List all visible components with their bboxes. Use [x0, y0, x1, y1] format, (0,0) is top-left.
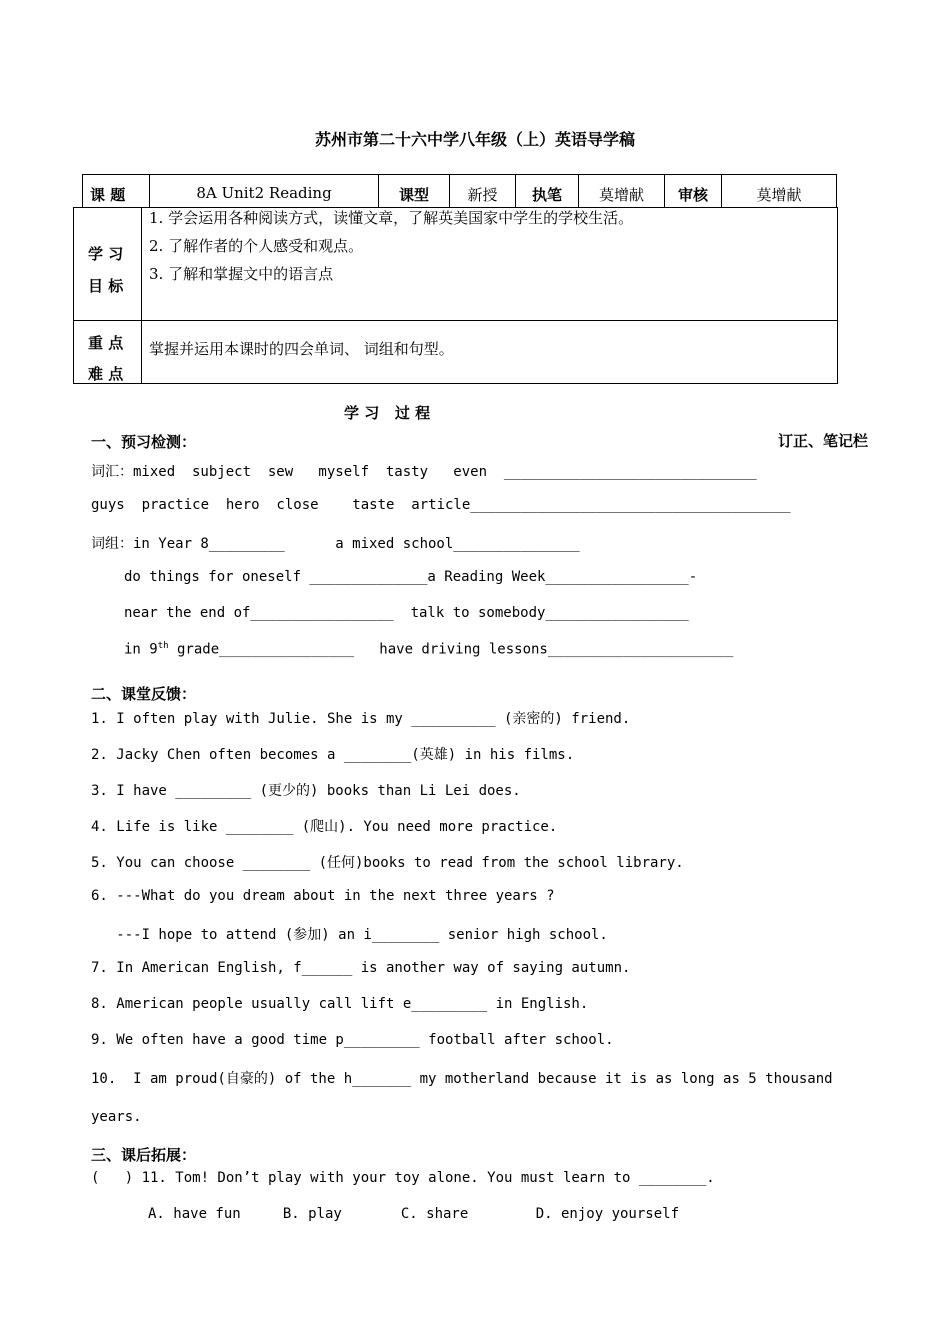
goals-label-2: 目 标: [88, 277, 124, 295]
goal-item-3: 3. 了解和掌握文中的语言点: [149, 265, 334, 283]
keypoints-label-2: 难 点: [88, 365, 124, 383]
exercise-item-3: 3. I have _________ (更少的) books than Li Lei does.: [91, 783, 521, 799]
exercise-item-2: 2. Jacky Chen often becomes a ________(英雄) in his films.: [91, 747, 575, 763]
ordinal-suffix: th: [157, 641, 169, 651]
goal-item-1: 1. 学会运用各种阅读方式，读懂文章，了解英美国家中学生的学校生活。: [149, 209, 634, 227]
shenhe-label: 审核: [677, 186, 708, 204]
exercise-item-10: 10. I am proud(自豪的) of the h_______ my motherland because it is as long as 5 thousand: [91, 1071, 833, 1087]
exercise-item-1: 1. I often play with Julie. She is my __________ (亲密的) friend.: [91, 711, 631, 727]
zhibi-value: 莫增献: [598, 186, 644, 204]
exercise-item-6-answer: ---I hope to attend (参加) an i________ senior high school.: [91, 927, 608, 943]
phrase-line-4-end: grade________________ have driving lessons______________________: [168, 641, 734, 658]
page-title: 苏州市第二十六中学八年级（上）英语导学稿: [314, 130, 635, 149]
keti-label: 课 题: [90, 186, 126, 204]
phrase-line-3: near the end of_________________ talk to somebody_________________: [124, 605, 689, 621]
keti-value: 8A Unit2 Reading: [196, 184, 332, 202]
section2-heading: 二、课堂反馈：: [91, 685, 197, 703]
keypoints-label-1: 重 点: [88, 334, 124, 352]
phrase-line-4-start: in 9: [124, 641, 158, 658]
kexing-label: 课型: [398, 186, 429, 204]
shenhe-value: 莫增献: [756, 186, 802, 204]
phrase-line-4: [124, 641, 733, 658]
vocab-line-1: 词汇：mixed subject sew myself tasty even ______________________________: [91, 464, 757, 480]
exercise-item-10-cont: years.: [91, 1109, 142, 1125]
exercise-item-8: 8. American people usually call lift e_________ in English.: [91, 996, 589, 1012]
question-11-options: A. have fun B. play C. share D. enjoy yourself: [148, 1206, 680, 1222]
exercise-item-4: 4. Life is like ________ (爬山). You need more practice.: [91, 819, 558, 835]
section1-heading: 一、预习检测：: [91, 433, 197, 451]
question-11: ( ) 11. Tom! Don’t play with your toy alone. You must learn to ________.: [91, 1170, 715, 1186]
phrase-line-2: do things for oneself ______________a Reading Week_________________-: [124, 569, 698, 585]
goals-label-1: 学 习: [88, 245, 124, 263]
exercise-item-6: 6. ---What do you dream about in the next three years ?: [91, 888, 555, 904]
zhibi-label: 执笔: [531, 186, 562, 204]
goal-item-2: 2. 了解作者的个人感受和观点。: [149, 237, 364, 255]
process-title: 学 习 过 程: [344, 404, 431, 422]
section3-heading: 三、课后拓展：: [91, 1146, 197, 1164]
vocab-line-2: guys practice hero close taste article______________________________________: [91, 497, 791, 513]
exercise-item-9: 9. We often have a good time p_________ football after school.: [91, 1032, 614, 1048]
phrase-line-1: 词组：in Year 8_________ a mixed school_______________: [91, 536, 580, 552]
exercise-item-7: 7. In American English, f______ is another way of saying autumn.: [91, 960, 631, 976]
exercise-item-5: 5. You can choose ________ (任何)books to read from the school library.: [91, 855, 684, 871]
kexing-value: 新授: [467, 186, 498, 204]
notes-column-label: 订正、笔记栏: [778, 432, 869, 450]
keypoints-text: 掌握并运用本课时的四会单词、 词组和句型。: [149, 340, 454, 358]
